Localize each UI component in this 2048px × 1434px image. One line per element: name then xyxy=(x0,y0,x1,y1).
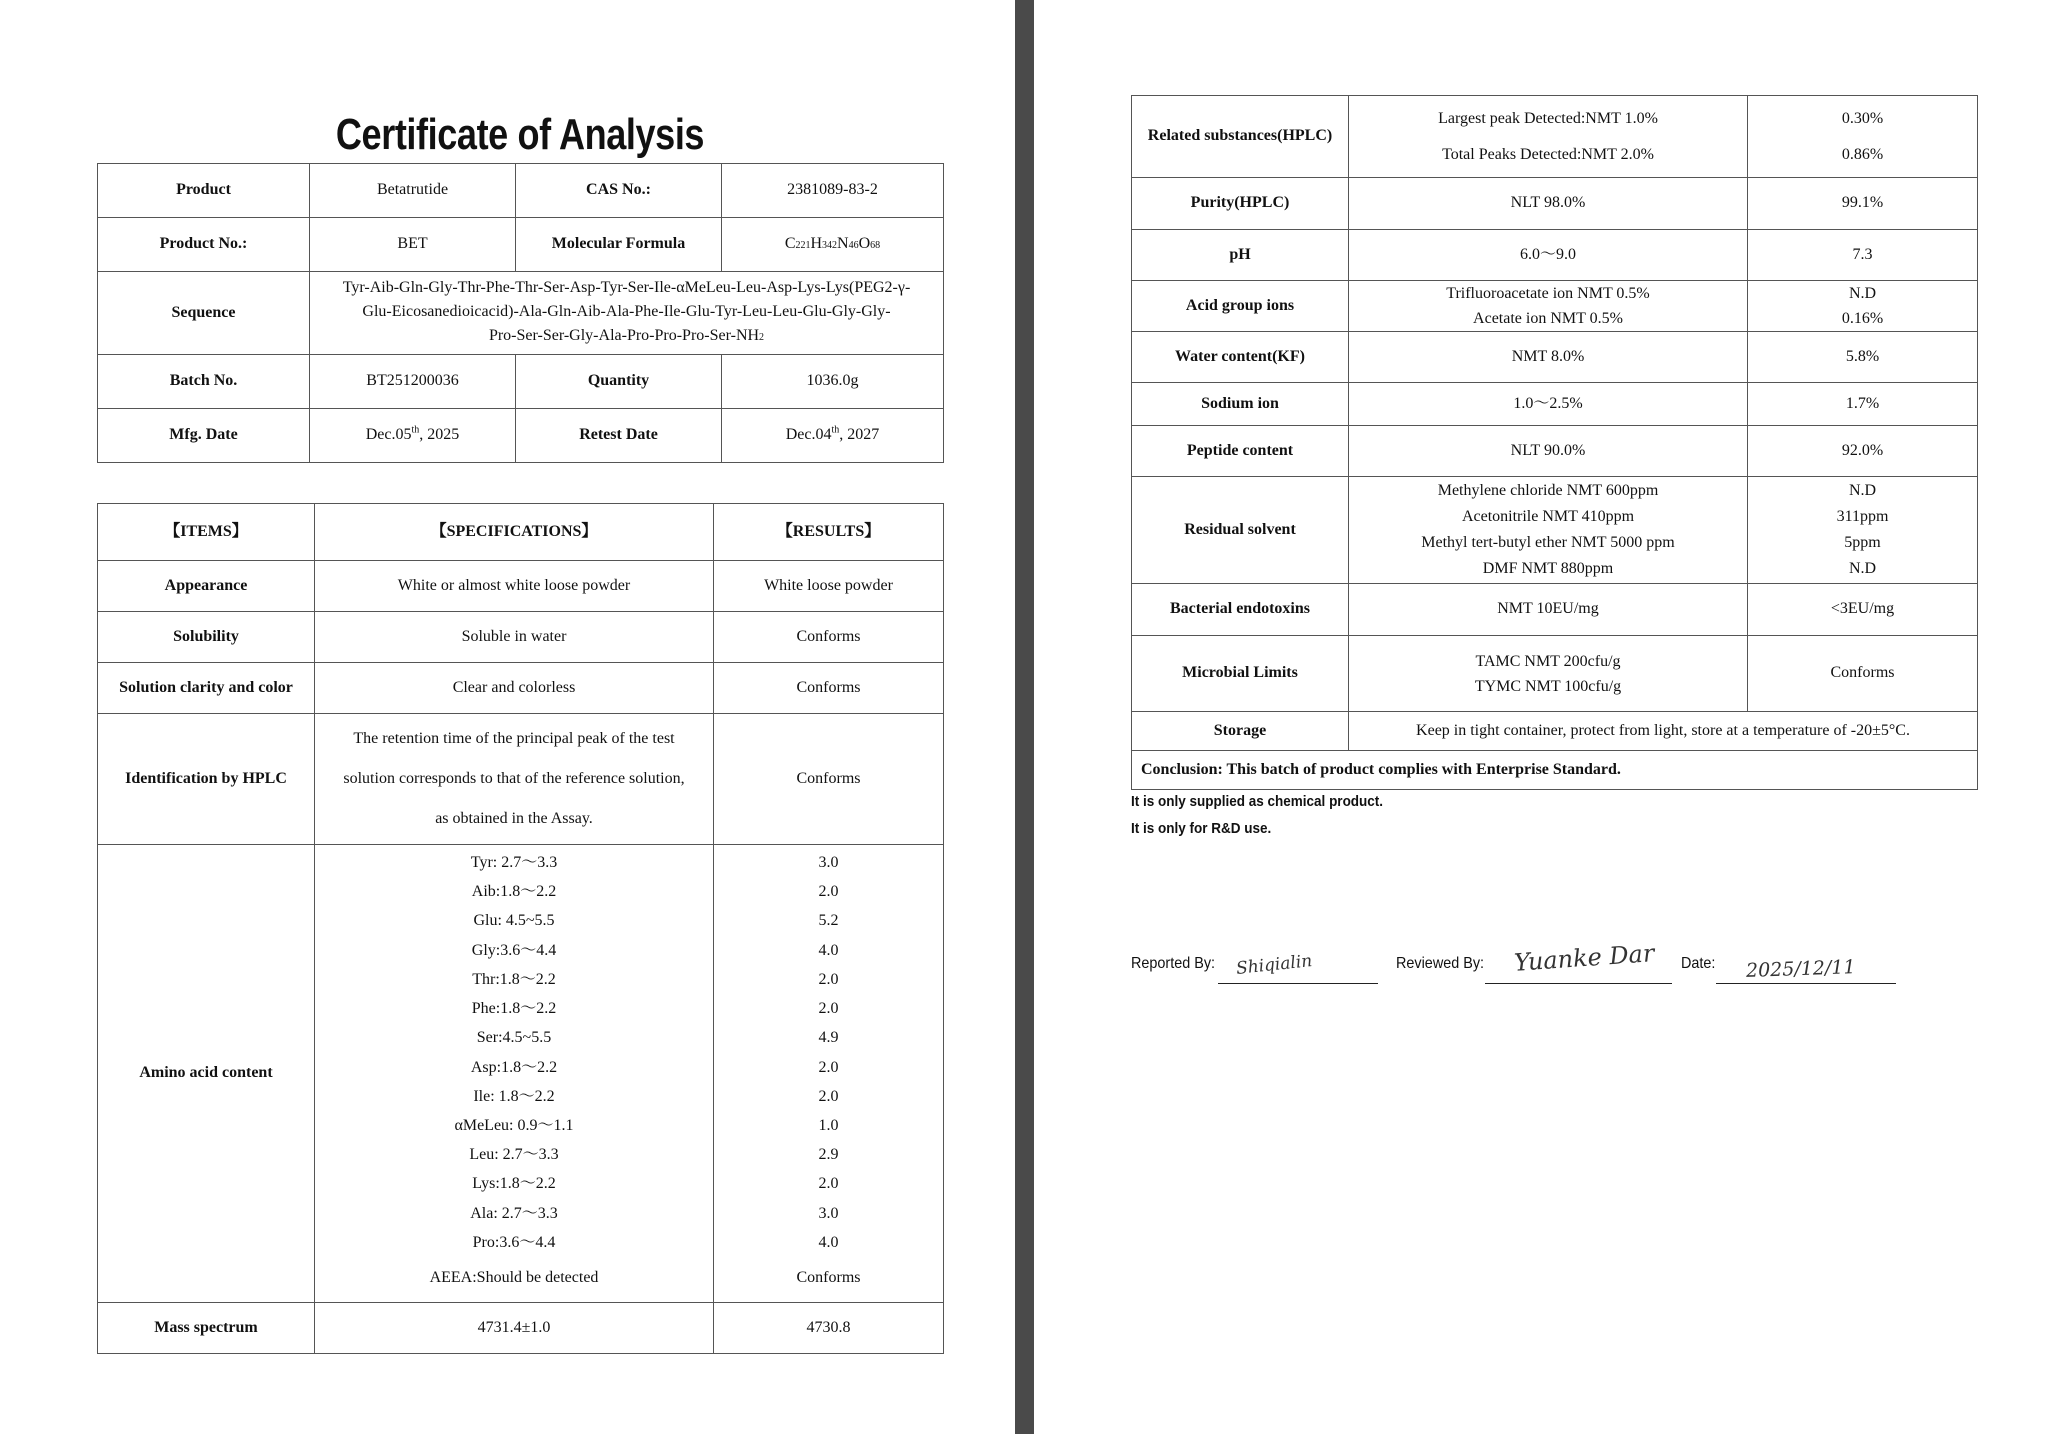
table-row: pH 6.0～9.0 7.3 xyxy=(1132,230,1978,281)
table-row: Appearance White or almost white loose powder White loose powder xyxy=(98,561,944,612)
mfg-date-value: Dec.05th, 2025 xyxy=(310,409,516,463)
product-label: Product xyxy=(98,164,310,218)
note-chemical-product: It is only supplied as chemical product. xyxy=(1131,793,1384,810)
note-rd-use: It is only for R&D use. xyxy=(1131,820,1272,837)
table-row: Related substances(HPLC) Largest peak Detected:NMT 1.0% Total Peaks Detected:NMT 2.0% 0.30% 0.86% xyxy=(1132,96,1978,178)
reported-by-label: Reported By: xyxy=(1131,955,1216,972)
test-items-table xyxy=(97,503,944,1354)
table-row: Acid group ions Trifluoroacetate ion NMT 0.5% Acetate ion NMT 0.5% N.D 0.16% xyxy=(1132,281,1978,332)
reported-by-line xyxy=(1218,983,1378,984)
specifications-header: 【SPECIFICATIONS】 xyxy=(315,504,714,561)
reviewed-by-signature: Yuanke Dar xyxy=(1513,939,1656,977)
sequence-value: Tyr-Aib-Gln-Gly-Thr-Phe-Thr-Ser-Asp-Tyr-Ser-Ile-αMeLeu-Leu-Asp-Lys-Lys(PEG2-γ- Glu-Eicosanedioicacid)-Ala-Gln-Aib-Ala-Phe-Ile-Glu-Tyr-Leu-Leu-Glu-Gly-Gly- Pro-Ser-Ser-Gly-Ala-Pro-Pro-Pro-Ser-NH2 xyxy=(310,272,944,355)
table-row: Microbial Limits TAMC NMT 200cfu/g TYMC NMT 100cfu/g Conforms xyxy=(1132,636,1978,712)
retest-date-value: Dec.04th, 2027 xyxy=(722,409,944,463)
conclusion-row xyxy=(1132,751,1978,790)
reviewed-by-line xyxy=(1485,983,1672,984)
table-row: Solution clarity and color Clear and colorless Conforms xyxy=(98,663,944,714)
table-row: Solubility Soluble in water Conforms xyxy=(98,612,944,663)
formula-label: Molecular Formula xyxy=(516,218,722,272)
batch-value: BT251200036 xyxy=(310,355,516,409)
page-gutter xyxy=(1015,0,1034,1434)
table-row: Residual solvent Methylene chloride NMT 600ppm Acetonitrile NMT 410ppm Methyl tert-butyl ether NMT 5000 ppm DMF NMT 880ppm N.D 311ppm 5ppm N.D xyxy=(1132,477,1978,584)
product-value: Betatrutide xyxy=(310,164,516,218)
product-info-table xyxy=(97,163,944,463)
table-row: Identification by HPLC The retention time of the principal peak of the test solution corresponds to that of the reference solution, as obtained in the Assay. Conforms xyxy=(98,714,944,845)
cas-value: 2381089-83-2 xyxy=(722,164,944,218)
table-row: Purity(HPLC) NLT 98.0% 99.1% xyxy=(1132,178,1978,230)
table-row: Peptide content NLT 90.0% 92.0% xyxy=(1132,426,1978,477)
table-row: Mass spectrum 4731.4±1.0 4730.8 xyxy=(98,1303,944,1354)
table-row: Water content(KF) NMT 8.0% 5.8% xyxy=(1132,332,1978,383)
amino-specs: Tyr: 2.7～3.3 Aib:1.8～2.2 Glu: 4.5~5.5 Gly:3.6～4.4 Thr:1.8～2.2 Phe:1.8～2.2 Ser:4.5~5.5 Asp:1.8～2.2 Ile: 1.8～2.2 αMeLeu: 0.9～1.1 Leu: 2.7～3.3 Lys:1.8～2.2 Ala: 2.7～3.3 Pro:3.6～4.4 AEEA:Should be detected xyxy=(315,845,714,1303)
product-no-value: BET xyxy=(310,218,516,272)
table-row: Sodium ion 1.0～2.5% 1.7% xyxy=(1132,383,1978,426)
formula-value: C221H342N46O68 xyxy=(722,218,944,272)
retest-date-label: Retest Date xyxy=(516,409,722,463)
date-handwritten: 2025/12/11 xyxy=(1745,956,1856,982)
table-row: Amino acid content Tyr: 2.7～3.3 Aib:1.8～2.2 Glu: 4.5~5.5 Gly:3.6～4.4 Thr:1.8～2.2 Phe:1.8～2.2 Ser:4.5~5.5 Asp:1.8～2.2 Ile: 1.8～2.2 αMeLeu: 0.9～1.1 Leu: 2.7～3.3 Lys:1.8～2.2 Ala: 2.7～3.3 Pro:3.6～4.4 AEEA:Should be detected 3.0 2.0 5.2 4.0 2.0 2.0 4.9 2.0 2.0 1.0 2.9 2.0 3.0 4.0 Conforms xyxy=(98,845,944,1303)
cas-label: CAS No.: xyxy=(516,164,722,218)
date-line xyxy=(1716,983,1896,984)
conclusion: Conclusion: This batch of product complies with Enterprise Standard. xyxy=(1132,751,1978,790)
date-label: Date: xyxy=(1681,955,1716,972)
quantity-value: 1036.0g xyxy=(722,355,944,409)
sequence-label: Sequence xyxy=(98,272,310,355)
reviewed-by-label: Reviewed By: xyxy=(1396,955,1485,972)
quantity-label: Quantity xyxy=(516,355,722,409)
test-items-table-continued xyxy=(1131,95,1978,790)
items-header: 【ITEMS】 xyxy=(98,504,315,561)
mfg-date-label: Mfg. Date xyxy=(98,409,310,463)
table-row: Bacterial endotoxins NMT 10EU/mg <3EU/mg xyxy=(1132,584,1978,636)
document-title: Certificate of Analysis xyxy=(335,110,705,159)
batch-label: Batch No. xyxy=(98,355,310,409)
table-row: Storage Keep in tight container, protect from light, store at a temperature of -20±5°C. xyxy=(1132,712,1978,751)
amino-results: 3.0 2.0 5.2 4.0 2.0 2.0 4.9 2.0 2.0 1.0 2.9 2.0 3.0 4.0 Conforms xyxy=(714,845,944,1303)
reported-by-signature: Shiqialin xyxy=(1235,951,1314,979)
product-no-label: Product No.: xyxy=(98,218,310,272)
results-header: 【RESULTS】 xyxy=(714,504,944,561)
